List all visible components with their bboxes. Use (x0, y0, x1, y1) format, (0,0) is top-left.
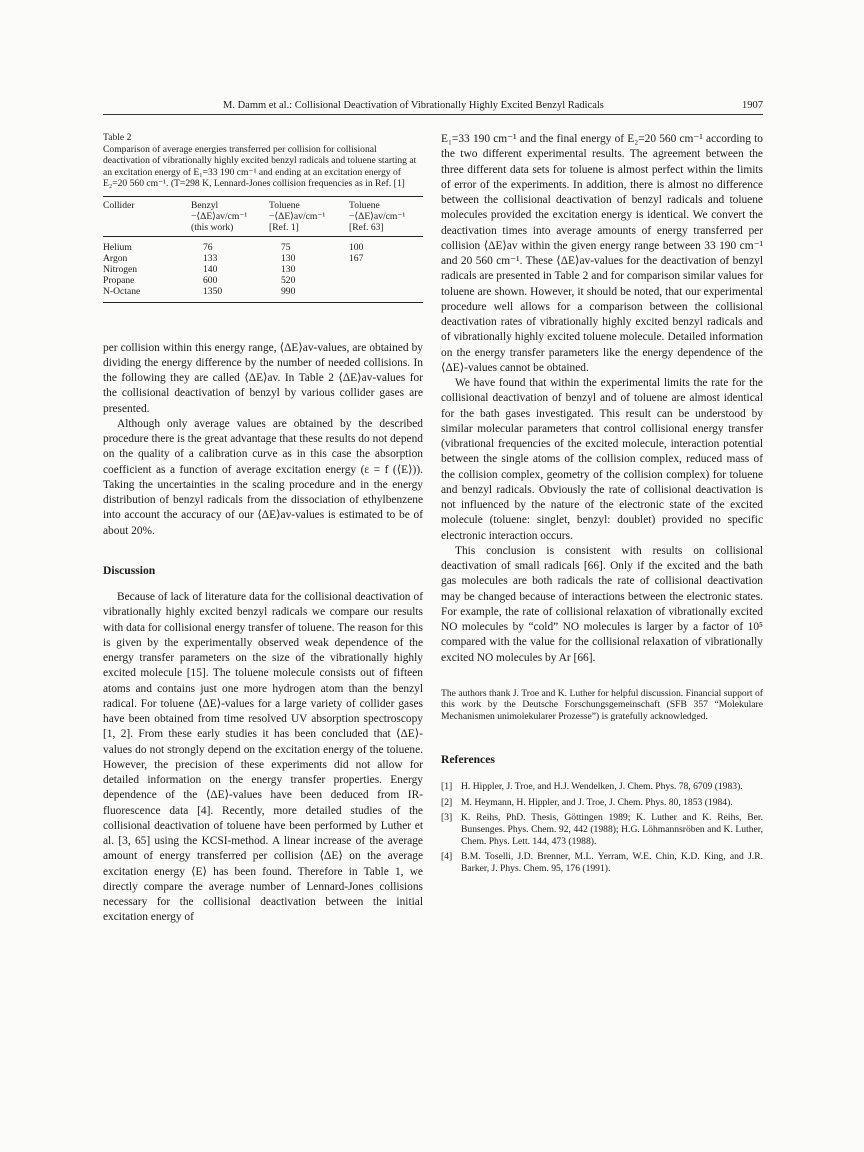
header-benzyl: Benzyl −⟨ΔE⟩av/cm⁻¹ (this work) (191, 199, 248, 234)
header-toluene-ref1: Toluene −⟨ΔE⟩av/cm⁻¹ [Ref. 1] (269, 199, 326, 234)
paragraph: Although only average values are obtained by the described procedure there is the great advantage that these results do not depend on the quality of a calibration curve as in this case the absorption coefficient as a function of average excitation energy (ε = f (⟨E⟩)). Taking the uncertainties in the scaling procedure and in the energy distribution of benzyl radicals from the dissociation of ethylbenzene into account the accuracy of our ⟨ΔE⟩av-values is estimated to be of about 20%. (103, 417, 423, 537)
right-column (441, 132, 763, 878)
reference-item: [4] B.M. Toselli, J.D. Brenner, M.L. Yerram, W.E. Chin, K.D. King, and J.R. Barker, J. Phys. Chem. 95, 176 (1991). (441, 851, 763, 874)
paragraph: This conclusion is consistent with results on collisional deactivation of small radicals [66]. Only if the excited and the bath gas molecules are both radicals the rate of collisional deactivation may be changed because of interactions between the electronic states. For example, the rate of collisional relaxation of vibrationally excited NO molecules by “cold” NO molecules is larger by a factor of 10⁵ compared with the value for the collisional relaxation of vibrationally excited NO molecules by Ar [66]. (441, 544, 763, 664)
references-heading: References (441, 752, 495, 766)
discussion-heading: Discussion (103, 563, 156, 577)
table-row: Argon 133 130 167 (103, 252, 364, 264)
running-header (103, 98, 763, 115)
table-caption (103, 132, 423, 190)
table-row: Propane 600 520 (103, 275, 296, 287)
table-row: Helium 76 75 100 (103, 241, 364, 253)
paragraph: Because of lack of literature data for the collisional deactivation of vibrationally highly excited benzyl radicals we compare our results with data for collisional energy transfer of toluene. The reason for this is given by the experimentally observed weak dependence of the energy transfer parameters on the size of the vibrationally highly excited molecule [15]. The toluene molecule consists out of fifteen atoms and contains just one more hydrogen atom than the benzyl radical. For toluene ⟨ΔE⟩-values for a large variety of collider gases have been obtained from time resolved UV absorption spectroscopy [1, 2]. From these early studies it has been concluded that ⟨ΔE⟩-values do not strongly depend on the excitation energy of the toluene. However, the precision of these experiments did not allow for detailed information on the energy transfer properties. Energy dependence of the ⟨ΔE⟩-values have been deduced from IR-fluorescence data [4]. Recently, more detailed studies of the collisional deactivation of toluene have been performed by Luther et al. [3, 65] using the KCSI-method. A linear increase of the average amount of energy transferred per collision ⟨ΔE⟩ on the average excitation energy ⟨E⟩ has been found. Therefore in Table 1, we directly compare the average number of Lennard-Jones collisions necessary for the collisional deactivation between the initial excitation energy of (103, 591, 423, 924)
header-toluene-ref63: Toluene −⟨ΔE⟩av/cm⁻¹ [Ref. 63] (349, 199, 406, 234)
acknowledgment: The authors thank J. Troe and K. Luther for helpful discussion. Financial support of this work by the Deutsche Forschungsgemeinschaft (SFB 357 “Molekulare Mechanismen unimolekularer Prozesse”) is gratefully acknowledged. (441, 687, 763, 722)
reference-item: [1] H. Hippler, J. Troe, and H.J. Wendelken, J. Chem. Phys. 78, 6709 (1983). (441, 781, 743, 793)
reference-item: [3] K. Reihs, PhD. Thesis, Göttingen 1989; K. Luther and K. Reihs, Ber. Bunsenges. Phys. Chem. 92, 442 (1988); H.G. Löhmannsröben and K. Luther, Chem. Phys. Lett. 144, 473 (1988). (441, 812, 763, 847)
running-head: M. Damm et al.: Collisional Deactivation of Vibrationally Highly Excited Benzyl Radicals (223, 100, 604, 111)
table-header-row (103, 196, 423, 236)
left-column (103, 132, 423, 926)
data-table (103, 196, 423, 303)
page-number: 1907 (742, 100, 763, 111)
header-collider: Collider (103, 199, 135, 211)
table-label: Table 2 (103, 132, 132, 143)
table-caption-text: Comparison of average energies transferred per collision for collisional deactivation of vibrationally highly excited benzyl radicals and toluene starting at an excitation energy of E₁=33 190 cm⁻¹ and ending at an excitation energy of E₂=20 560 cm⁻¹. (T=298 K, Lennard-Jones collision frequencies as in Ref. [1] (103, 143, 417, 190)
table-row: Nitrogen 140 130 (103, 263, 296, 275)
reference-list (441, 781, 763, 874)
table-row: N-Octane 1350 990 (103, 286, 296, 298)
paragraph: per collision within this energy range, ⟨ΔE⟩av-values, are obtained by dividing the energy difference by the number of needed collisions. In the following they are called ⟨ΔE⟩av. In Table 2 ⟨ΔE⟩av-values for the collisional deactivation of benzyl by various collider gases are presented. (103, 341, 423, 415)
paragraph: We have found that within the experimental limits the rate for the collisional deactivation of benzyl and of toluene are almost identical for the bath gases investigated. This result can be understood by similar molecular parameters that control collisional energy transfer (vibrational frequencies of the excited molecule, interaction potential between the single atoms of the collision complex, reduced mass of the collision complex, geometry of the collision complex) for toluene and benzyl radicals. Obviously the rate of collisional deactivation is not influenced by the nature of the electronic state of the excited molecule (toluene: singlet, benzyl: doublet) provided no specific electronic interaction occurs. (441, 377, 763, 542)
paragraph: E₁=33 190 cm⁻¹ and the final energy of E₂=20 560 cm⁻¹ according to the two different experimental results. The agreement between the three different data sets for toluene is almost perfect within the limits of error of the experiments. In addition, there is almost no difference between the collisional deactivation of benzyl radicals and toluene molecules provided the excitation energy is identical. We convert the deactivation times into average amounts of energy transferred per collision ⟨ΔE⟩av within the given energy range between 33 190 cm⁻¹ and 20 560 cm⁻¹. These ⟨ΔE⟩av-values for the deactivation of benzyl radicals are presented in Table 2 and for comparison similar values for toluene are shown. However, it should be noted, that our experimental procedure well allows for a comparison between the collisional deactivation rates of vibrationally highly excited benzyl radicals and of vibrationally highly excited toluene molecule. Detailed information on the energy transfer parameters like the energy dependence of the ⟨ΔE⟩-values cannot be obtained. (441, 133, 763, 374)
reference-item: [2] M. Heymann, H. Hippler, and J. Troe, J. Chem. Phys. 80, 1853 (1984). (441, 796, 733, 808)
